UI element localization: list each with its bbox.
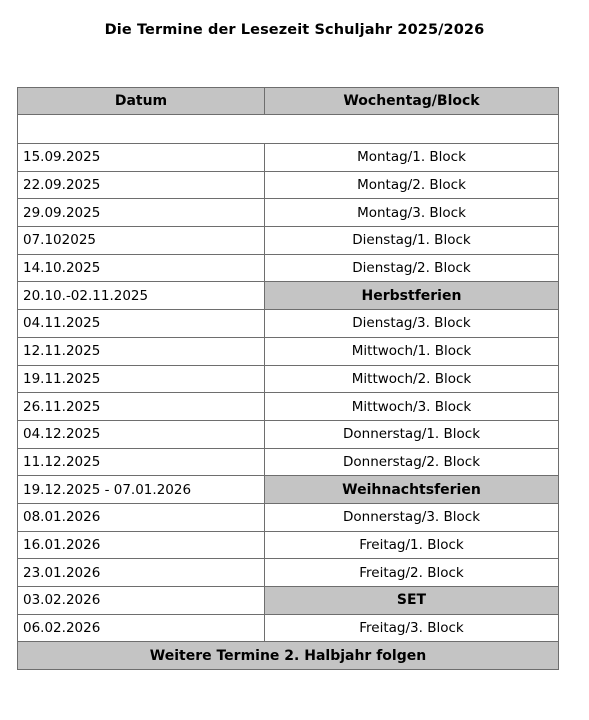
page-title: Die Termine der Lesezeit Schuljahr 2025/2026 bbox=[104, 22, 485, 38]
column-header-weekday-block: Wochentag/Block bbox=[265, 88, 559, 115]
date-cell: 23.01.2026 bbox=[18, 559, 265, 587]
weekday-block-cell: Montag/1. Block bbox=[265, 144, 559, 172]
date-cell: 06.02.2026 bbox=[18, 614, 265, 642]
weekday-block-cell: Freitag/2. Block bbox=[265, 559, 559, 587]
weekday-block-cell: Mittwoch/1. Block bbox=[265, 337, 559, 365]
weekday-block-cell: Mittwoch/2. Block bbox=[265, 365, 559, 393]
weekday-block-cell: Donnerstag/2. Block bbox=[265, 448, 559, 476]
date-cell: 07.102025 bbox=[18, 227, 265, 255]
holiday-cell: SET bbox=[265, 587, 559, 615]
header-row bbox=[18, 88, 559, 115]
table-row bbox=[18, 310, 559, 338]
weekday-block-cell: Freitag/3. Block bbox=[265, 614, 559, 642]
footer-row bbox=[18, 642, 559, 670]
table-row bbox=[18, 614, 559, 642]
weekday-block-cell: Dienstag/1. Block bbox=[265, 227, 559, 255]
date-cell: 20.10.-02.11.2025 bbox=[18, 282, 265, 310]
table-row bbox=[18, 337, 559, 365]
holiday-row bbox=[18, 476, 559, 504]
table-row bbox=[18, 227, 559, 255]
empty-cell bbox=[18, 115, 559, 144]
holiday-cell: Weihnachtsferien bbox=[265, 476, 559, 504]
date-cell: 14.10.2025 bbox=[18, 254, 265, 282]
date-cell: 11.12.2025 bbox=[18, 448, 265, 476]
date-cell: 15.09.2025 bbox=[18, 144, 265, 172]
empty-row bbox=[18, 115, 559, 144]
date-cell: 19.12.2025 - 07.01.2026 bbox=[18, 476, 265, 504]
column-header-date: Datum bbox=[18, 88, 265, 115]
weekday-block-cell: Donnerstag/1. Block bbox=[265, 420, 559, 448]
holiday-row bbox=[18, 282, 559, 310]
weekday-block-cell: Montag/3. Block bbox=[265, 199, 559, 227]
footer-note: Weitere Termine 2. Halbjahr folgen bbox=[18, 642, 559, 670]
table-row bbox=[18, 171, 559, 199]
date-cell: 04.11.2025 bbox=[18, 310, 265, 338]
table-row bbox=[18, 531, 559, 559]
table-row bbox=[18, 254, 559, 282]
holiday-row bbox=[18, 587, 559, 615]
date-cell: 04.12.2025 bbox=[18, 420, 265, 448]
weekday-block-cell: Freitag/1. Block bbox=[265, 531, 559, 559]
date-cell: 26.11.2025 bbox=[18, 393, 265, 421]
date-cell: 22.09.2025 bbox=[18, 171, 265, 199]
table-row bbox=[18, 199, 559, 227]
date-cell: 03.02.2026 bbox=[18, 587, 265, 615]
table-row bbox=[18, 365, 559, 393]
table-row bbox=[18, 503, 559, 531]
weekday-block-cell: Montag/2. Block bbox=[265, 171, 559, 199]
table-row bbox=[18, 448, 559, 476]
date-cell: 16.01.2026 bbox=[18, 531, 265, 559]
schedule-table bbox=[17, 87, 559, 670]
table-row bbox=[18, 393, 559, 421]
date-cell: 12.11.2025 bbox=[18, 337, 265, 365]
weekday-block-cell: Dienstag/3. Block bbox=[265, 310, 559, 338]
weekday-block-cell: Donnerstag/3. Block bbox=[265, 503, 559, 531]
table-row bbox=[18, 420, 559, 448]
table-row bbox=[18, 144, 559, 172]
holiday-cell: Herbstferien bbox=[265, 282, 559, 310]
date-cell: 08.01.2026 bbox=[18, 503, 265, 531]
table-row bbox=[18, 559, 559, 587]
weekday-block-cell: Mittwoch/3. Block bbox=[265, 393, 559, 421]
date-cell: 29.09.2025 bbox=[18, 199, 265, 227]
weekday-block-cell: Dienstag/2. Block bbox=[265, 254, 559, 282]
date-cell: 19.11.2025 bbox=[18, 365, 265, 393]
